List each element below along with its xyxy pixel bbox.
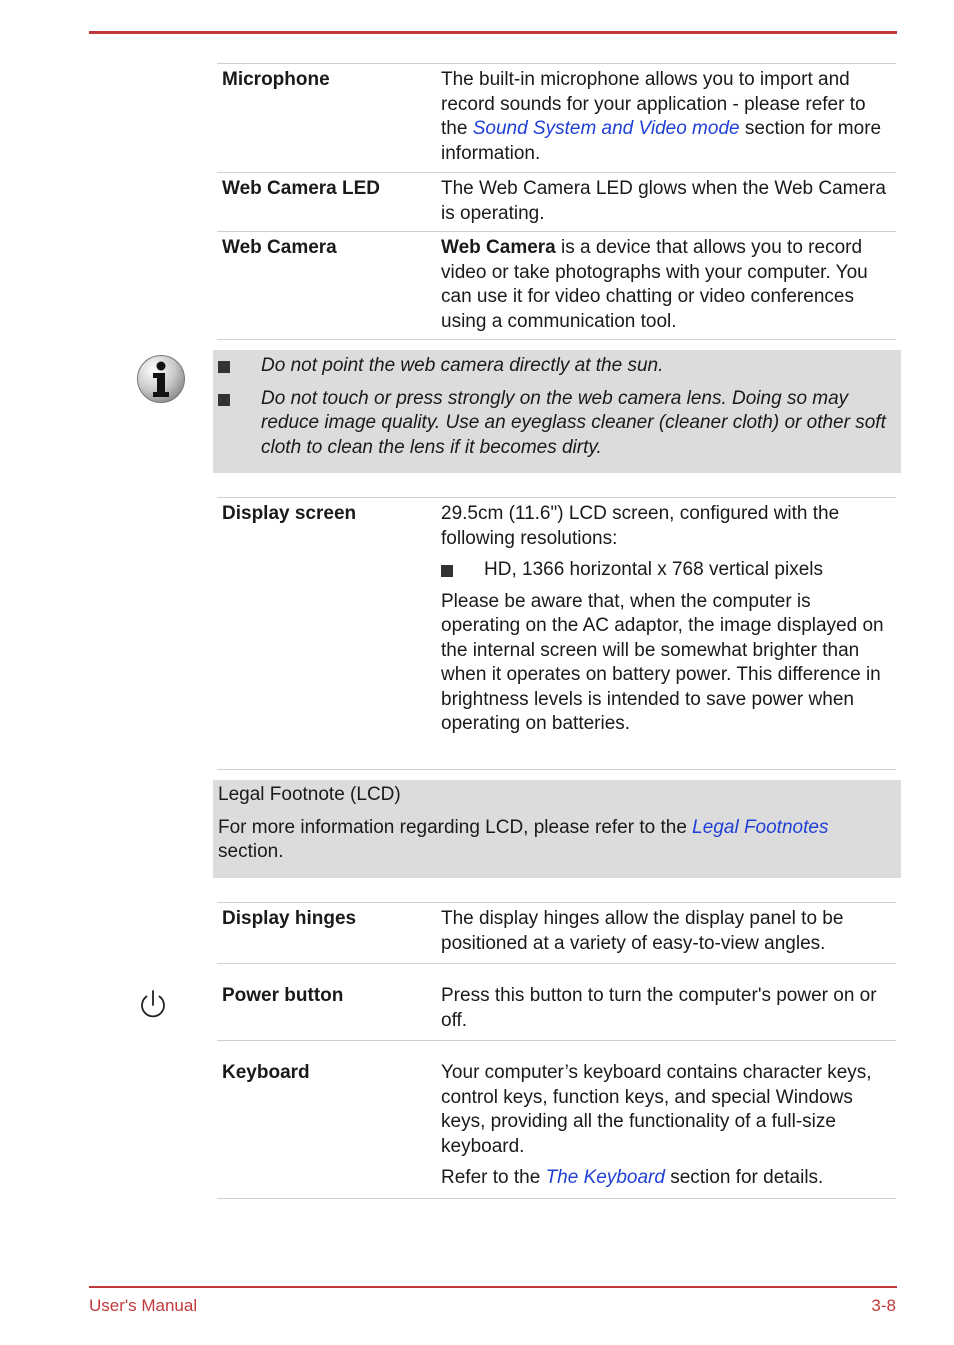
list-item <box>213 354 901 379</box>
footnote-title: Legal Footnote (LCD) <box>218 784 401 805</box>
desc-microphone <box>441 64 896 172</box>
spec-table-camera <box>217 63 896 340</box>
desc-text: Please be aware that, when the computer is operating on the AC adaptor, the image displayed on the internal screen will be somewhat brighter than when it operates on battery power. This difference in brightness levels is intended to save power when operating on batteries. <box>441 590 884 734</box>
term-display-hinges: Display hinges <box>222 908 357 929</box>
page-number: 3-8 <box>871 1296 896 1315</box>
bullet-marker <box>441 565 453 577</box>
table-row <box>217 1041 896 1199</box>
desc-display-screen <box>441 498 896 769</box>
desc-text: section for more information. <box>441 118 882 164</box>
desc-bold: Web Camera <box>441 237 556 258</box>
desc-text: Your computer’s keyboard contains character keys, control keys, function keys, and special Windows keys, providing all the functionality of a full-size keyboard. <box>441 1062 872 1157</box>
term-keyboard: Keyboard <box>222 1062 310 1083</box>
bullet-marker <box>218 361 230 373</box>
footer-rule <box>89 1286 897 1288</box>
desc-power-button: Press this button to turn the computer's power on or off. <box>441 985 877 1031</box>
table-row <box>217 964 896 1041</box>
desc-text: 29.5cm (11.6") LCD screen, configured with the following resolutions: <box>441 503 840 549</box>
desc-text: section. <box>218 841 284 862</box>
term-web-camera: Web Camera <box>222 237 337 258</box>
header-rule <box>89 31 897 34</box>
term-web-camera-led: Web Camera LED <box>222 178 381 199</box>
power-icon <box>138 989 168 1021</box>
spec-table-controls <box>217 902 896 1199</box>
term-power-button: Power button <box>222 985 344 1006</box>
table-row <box>217 173 896 232</box>
desc-web-camera <box>441 232 896 339</box>
table-row <box>217 64 896 173</box>
info-icon <box>136 354 186 404</box>
link-the-keyboard[interactable]: The Keyboard <box>545 1167 665 1188</box>
bullet-marker <box>218 394 230 406</box>
link-sound-system[interactable]: Sound System and Video mode <box>472 118 740 139</box>
table-row <box>217 903 896 964</box>
list-item <box>213 387 901 461</box>
term-microphone: Microphone <box>222 69 330 90</box>
table-row <box>217 498 896 770</box>
legal-footnote-box <box>213 780 901 878</box>
desc-text: Refer to the <box>441 1167 546 1188</box>
resolution-list <box>441 558 892 583</box>
note-camera <box>213 350 901 473</box>
table-row <box>217 232 896 340</box>
link-legal-footnotes[interactable]: Legal Footnotes <box>692 816 829 838</box>
note-text: Do not touch or press strongly on the web camera lens. Doing so may reduce image quality. Use an eyeglass cleaner (cleaner cloth) or other soft cloth to clean the lens if it becomes dirty. <box>261 387 886 458</box>
list-item <box>441 558 892 583</box>
term-display-screen: Display screen <box>222 503 357 524</box>
desc-text: The built-in microphone allows you to import and record sounds for your application - please refer to the <box>441 69 866 139</box>
desc-display-hinges: The display hinges allow the display panel to be positioned at a variety of easy-to-view angles. <box>441 908 844 954</box>
footer-manual-title: User's Manual <box>89 1296 198 1315</box>
resolution-text: HD, 1366 horizontal x 768 vertical pixels <box>484 559 824 580</box>
desc-keyboard <box>441 1041 896 1198</box>
footnote-text <box>218 816 896 865</box>
desc-text: section for details. <box>664 1167 824 1188</box>
desc-web-camera-led: The Web Camera LED glows when the Web Camera is operating. <box>441 178 886 224</box>
desc-text: is a device that allows you to record video or take photographs with your computer. You can use it for video chatting or video conferences using a communication tool. <box>441 237 868 332</box>
desc-ref <box>441 1166 892 1191</box>
desc-text: For more information regarding LCD, please refer to the <box>218 816 693 838</box>
spec-table-display <box>217 497 896 770</box>
note-text: Do not point the web camera directly at the sun. <box>261 355 664 376</box>
